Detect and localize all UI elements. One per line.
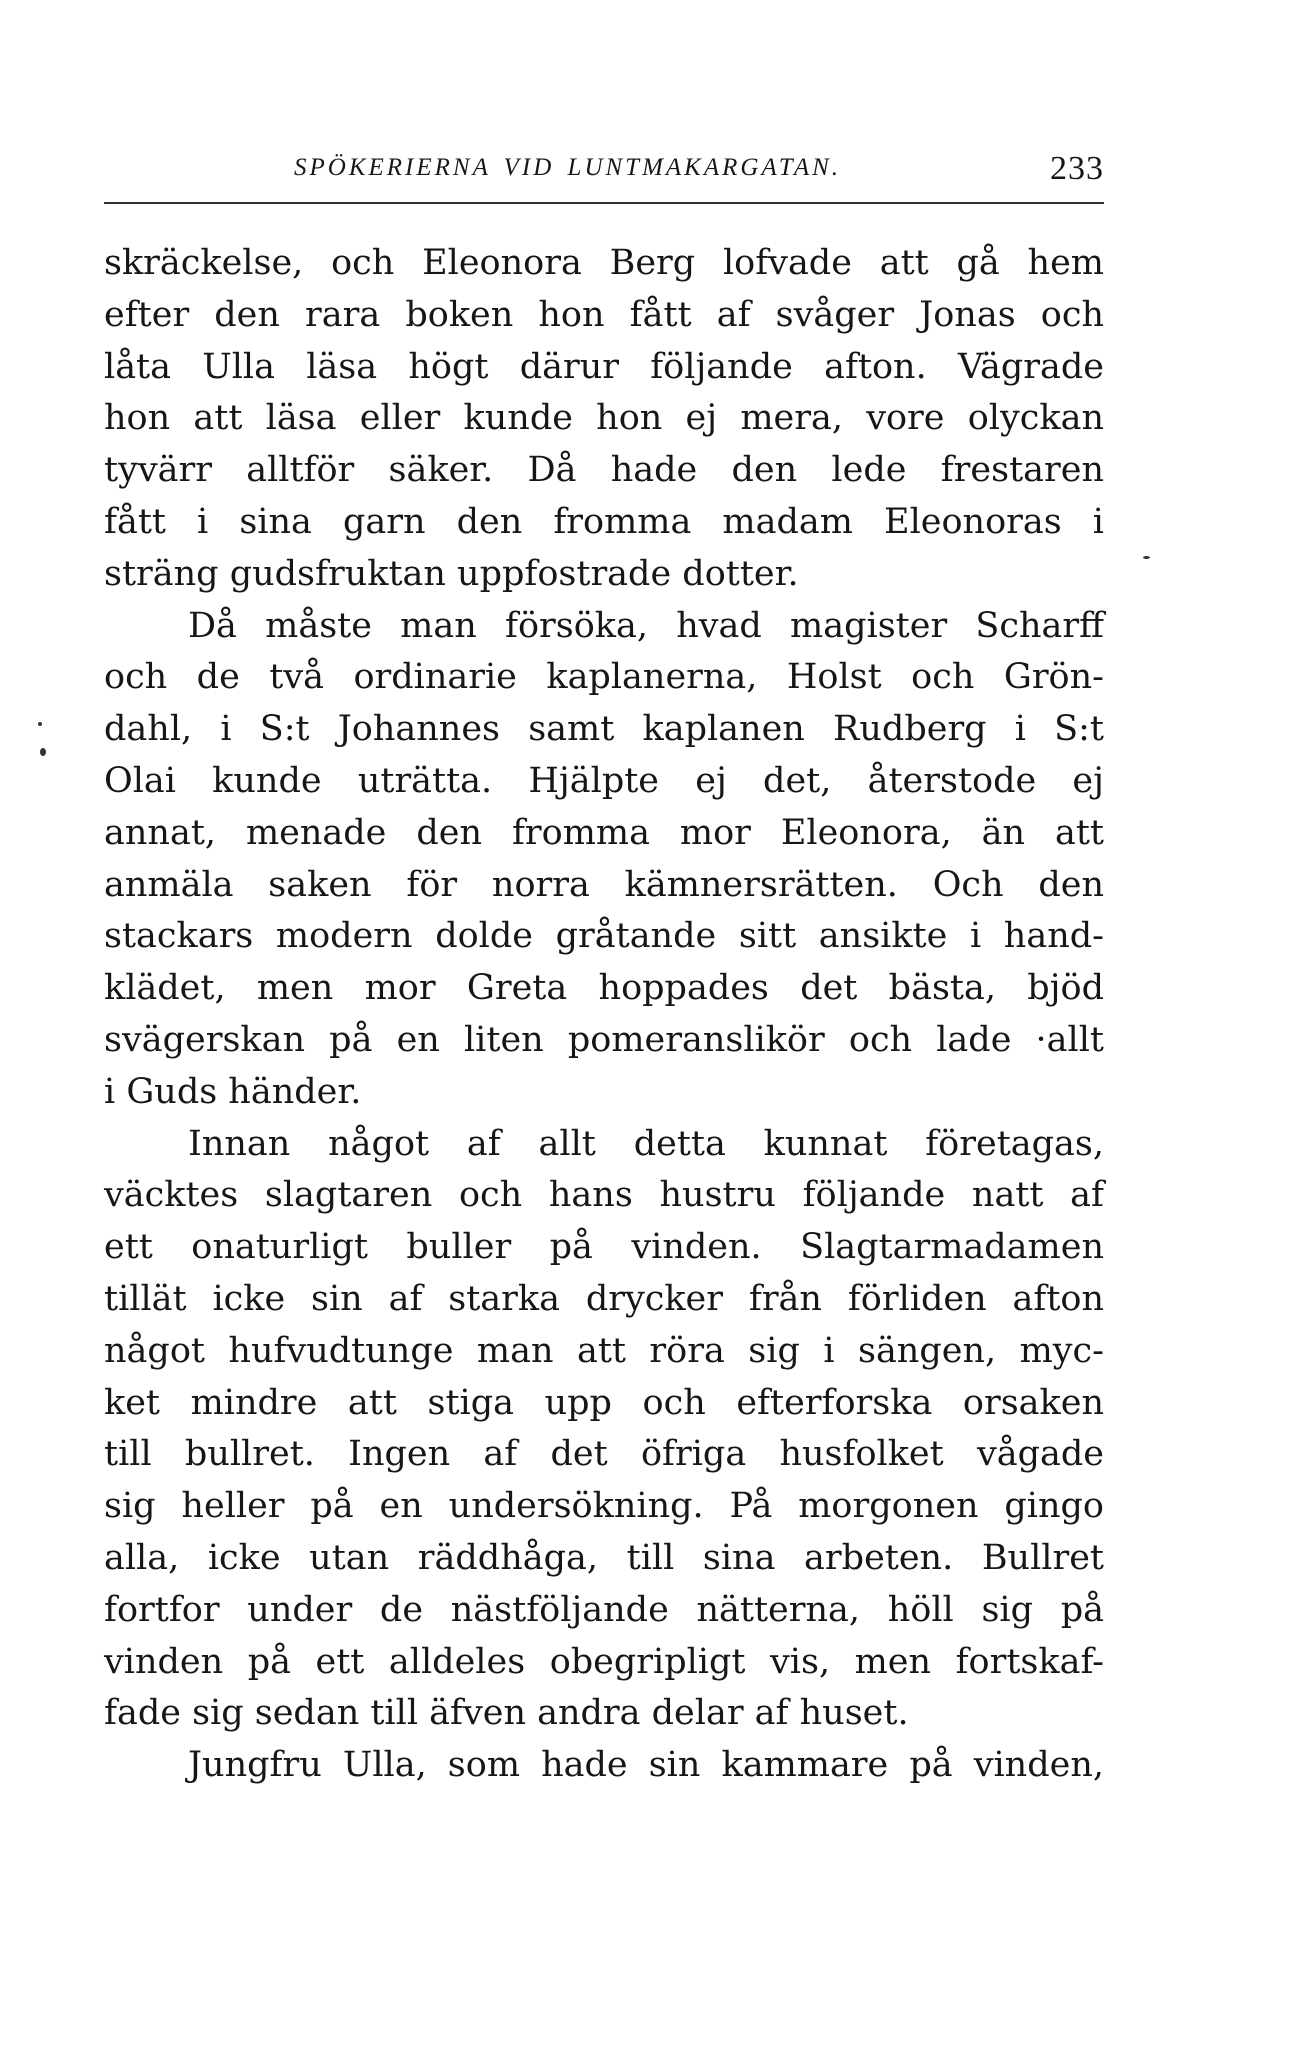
running-title: SPÖKERIERNA VID LUNTMAKARGATAN. [294,154,842,181]
text-line: vinden på ett alldeles obegripligt vis, men fortskaf- [104,1641,1104,1682]
text-line: fade sig sedan till äfven andra delar af huset. [104,1693,909,1734]
text-line: svägerskan på en liten pomeranslikör och lade ·allt [104,1019,1104,1060]
text-line: ket mindre att stiga upp och efterforska orsaken [104,1382,1104,1423]
text-line: alla, icke utan räddhåga, till sina arbeten. Bullret [104,1537,1104,1578]
text-line: stackars modern dolde gråtande sitt ansikte i hand- [104,916,1104,957]
text-line: dahl, i S:t Johannes samt kaplanen Rudberg i S:t [104,709,1104,750]
text-line: låta Ulla läsa högt därur följande afton. Vägrade [104,346,1104,387]
text-line: Innan något af allt detta kunnat företagas, [188,1123,1104,1164]
text-line: i Guds händer. [104,1071,362,1112]
text-line: fortfor under de nästföljande nätterna, höll sig på [104,1589,1104,1630]
text-line: och de två ordinarie kaplanerna, Holst och Grön- [104,657,1104,698]
header-rule [104,202,1104,204]
text-line: något hufvudtunge man att röra sig i sängen, myc- [104,1330,1104,1371]
text-line: Jungfru Ulla, som hade sin kammare på vinden, [188,1745,1104,1786]
page-number: 233 [1050,150,1104,187]
text-line: efter den rara boken hon fått af svåger Jonas och [104,294,1104,335]
text-line: annat, menade den fromma mor Eleonora, än att [104,812,1104,853]
text-line: anmäla saken för norra kämnersrätten. Och den [104,864,1104,905]
running-header [104,150,1104,198]
text-line: sig heller på en undersökning. På morgonen gingo [104,1486,1104,1527]
margin-speck [38,722,42,726]
margin-speck [40,748,46,756]
text-line: ett onaturligt buller på vinden. Slagtarmadamen [104,1227,1104,1268]
text-line: skräckelse, och Eleonora Berg lofvade att gå hem [104,243,1104,283]
text-line: till bullret. Ingen af det öfriga husfolket vågade [104,1434,1104,1475]
text-line: hon att läsa eller kunde hon ej mera, vore olyckan [104,398,1104,439]
margin-speck [1143,556,1150,559]
text-line: väcktes slagtaren och hans hustru följande natt af [104,1175,1104,1216]
text-line: Olai kunde uträtta. Hjälpte ej det, återstode ej [104,760,1104,801]
text-line: Då måste man försöka, hvad magister Scharff [188,605,1104,646]
body-text [104,238,1104,1792]
text-line: fått i sina garn den fromma madam Eleonoras i [104,501,1104,542]
text-line: sträng gudsfruktan uppfostrade dotter. [104,553,799,594]
text-line: klädet, men mor Greta hoppades det bästa, bjöd [104,968,1104,1009]
text-line: tillät icke sin af starka drycker från förliden afton [104,1278,1104,1319]
text-line: tyvärr alltför säker. Då hade den lede frestaren [104,450,1104,491]
